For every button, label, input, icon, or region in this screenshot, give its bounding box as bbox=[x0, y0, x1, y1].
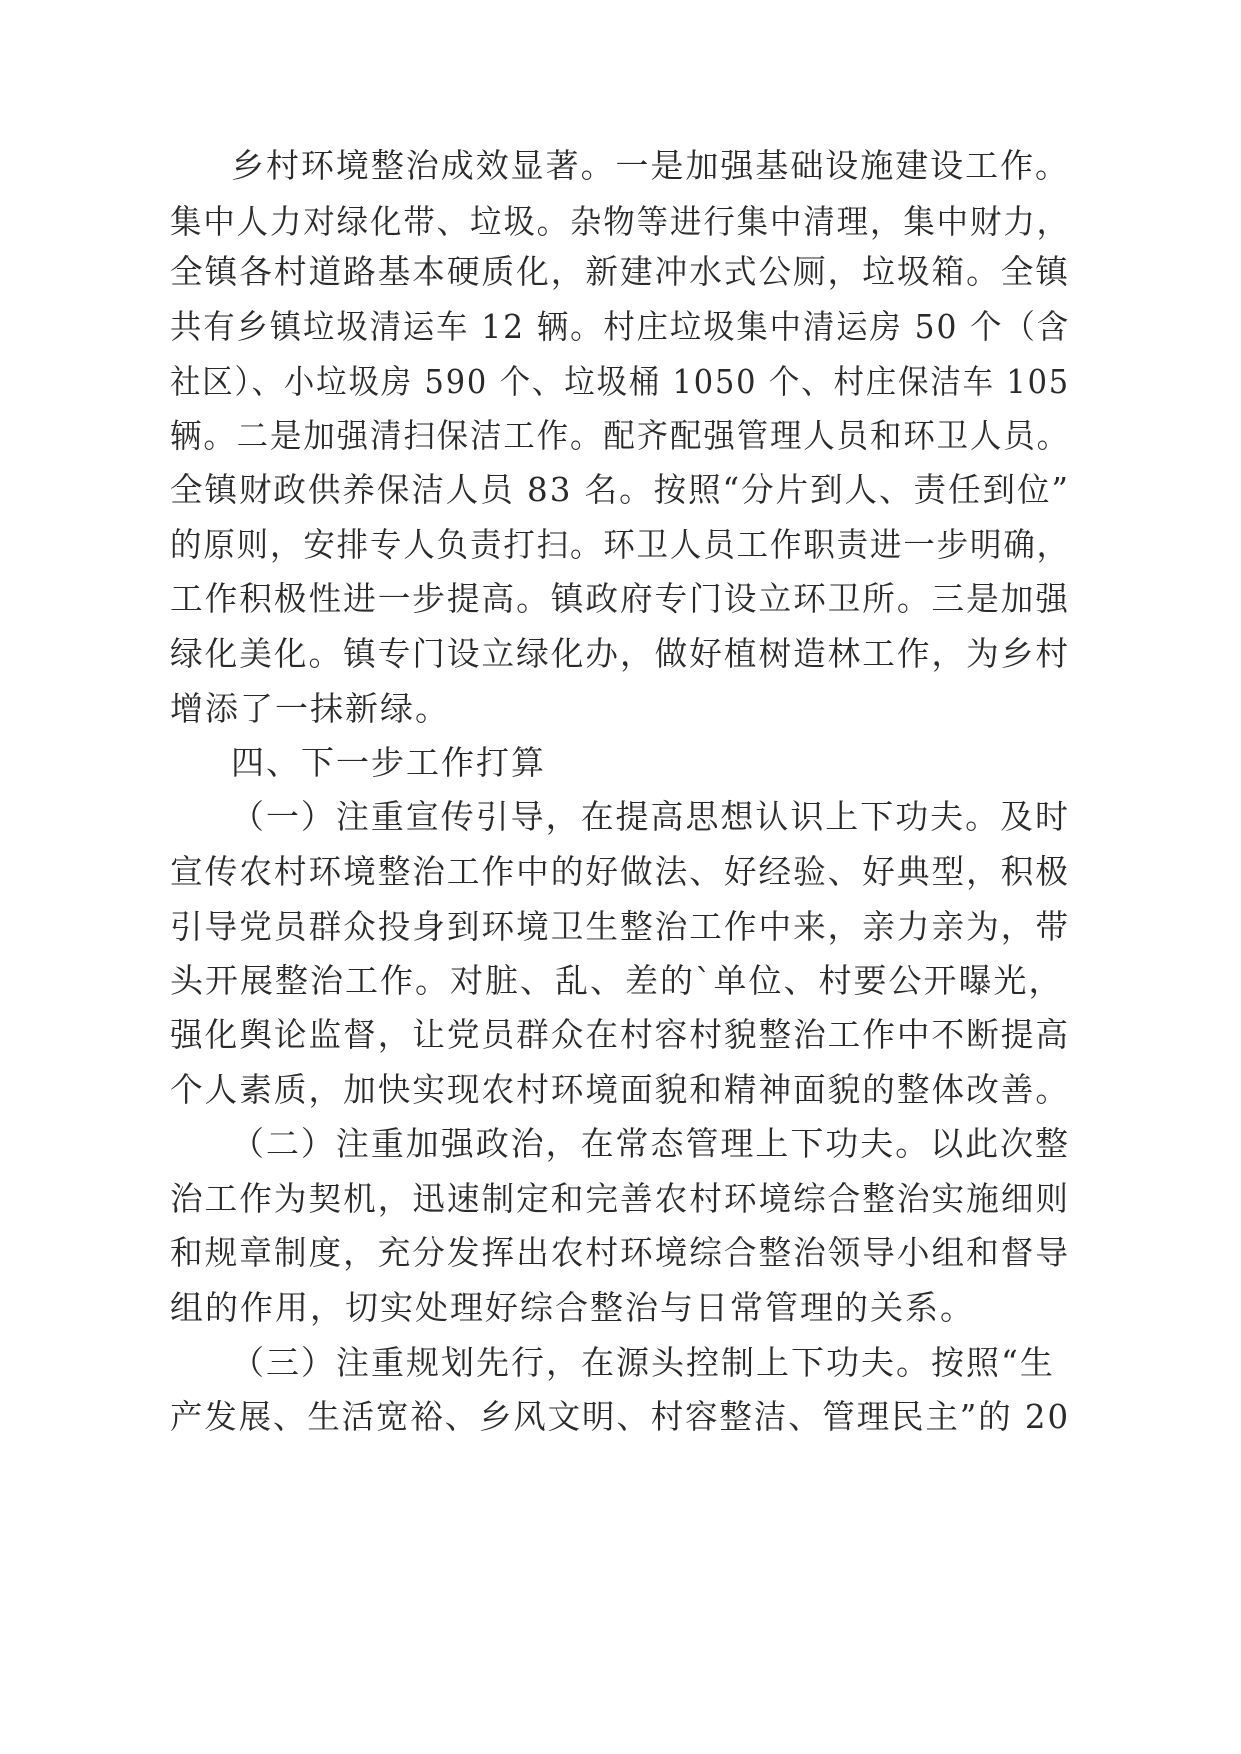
text-line bbox=[0, 1278, 1241, 1338]
section-heading bbox=[0, 733, 1241, 793]
text-line bbox=[0, 569, 1241, 629]
text-line-content: 增添了一抹新绿。 bbox=[170, 689, 450, 728]
text-line-content: 强化舆论监督，让党员群众在村容村貌整治工作中不断提高 bbox=[170, 1015, 1070, 1054]
text-line-content: （三）注重规划先行，在源头控制上下功夫。按照“生 bbox=[231, 1343, 1055, 1382]
text-line-content: 四、下一步工作打算 bbox=[231, 743, 546, 782]
text-line bbox=[0, 242, 1241, 302]
text-line bbox=[0, 1114, 1241, 1174]
text-line bbox=[0, 842, 1241, 902]
text-line bbox=[0, 1169, 1241, 1229]
text-line-content: 全镇财政供养保洁人员 83 名。按照“分片到人、责任到位” bbox=[170, 470, 1071, 509]
text-line bbox=[0, 406, 1241, 466]
text-line bbox=[0, 787, 1241, 847]
text-line-content: 乡村环境整治成效显著。一是加强基础设施建设工作。 bbox=[231, 146, 1070, 185]
text-line-content: 绿化美化。镇专门设立绿化办，做好植树造林工作，为乡村 bbox=[170, 634, 1070, 673]
text-line-content: 工作积极性进一步提高。镇政府专门设立环卫所。三是加强 bbox=[170, 579, 1070, 618]
text-line-content: 的原则，安排专人负责打扫。环卫人员工作职责进一步明确， bbox=[170, 525, 1071, 564]
text-line bbox=[0, 951, 1241, 1011]
text-line-content: 产发展、生活宽裕、乡风文明、村容整洁、管理民主”的 20 bbox=[170, 1397, 1071, 1436]
text-line-content: 辆。二是加强清扫保洁工作。配齐配强管理人员和环卫人员。 bbox=[170, 416, 1071, 455]
text-line-content: 头开展整治工作。对脏、乱、差的`单位、村要公开曝光， bbox=[170, 961, 1064, 1000]
text-line-content: （二）注重加强政治，在常态管理上下功夫。以此次整 bbox=[231, 1124, 1070, 1163]
text-line bbox=[0, 297, 1241, 357]
text-line-content: 个人素质，加快实现农村环境面貌和精神面貌的整体改善。 bbox=[170, 1070, 1070, 1109]
text-line-content: 宣传农村环境整治工作中的好做法、好经验、好典型，积极 bbox=[170, 852, 1070, 891]
text-line bbox=[0, 515, 1241, 575]
text-line-content: 全镇各村道路基本硬质化，新建冲水式公厕，垃圾箱。全镇 bbox=[170, 252, 1070, 291]
text-line bbox=[0, 624, 1241, 684]
text-line bbox=[0, 460, 1241, 520]
text-line-content: 治工作为契机，迅速制定和完善农村环境综合整治实施细则 bbox=[170, 1179, 1070, 1218]
text-line-content: 组的作用，切实处理好综合整治与日常管理的关系。 bbox=[170, 1288, 975, 1327]
text-line bbox=[0, 679, 1241, 739]
text-line bbox=[0, 1387, 1241, 1447]
text-line bbox=[0, 1333, 1241, 1393]
text-line bbox=[0, 1005, 1241, 1065]
text-line-content: 社区）、小垃圾房 590 个、垃圾桶 1050 个、村庄保洁车 105 bbox=[170, 362, 1070, 401]
text-line bbox=[0, 352, 1241, 412]
text-line-content: （一）注重宣传引导，在提高思想认识上下功夫。及时 bbox=[231, 797, 1070, 836]
text-line bbox=[0, 1060, 1241, 1120]
text-line-content: 引导党员群众投身到环境卫生整治工作中来，亲力亲为，带 bbox=[170, 907, 1070, 946]
text-line bbox=[0, 897, 1241, 957]
text-line bbox=[0, 136, 1241, 196]
text-line-content: 共有乡镇垃圾清运车 12 辆。村庄垃圾集中清运房 50 个（含 bbox=[170, 307, 1070, 346]
text-line-content: 集中人力对绿化带、垃圾。杂物等进行集中清理，集中财力， bbox=[170, 202, 1071, 241]
text-line-content: 和规章制度，充分发挥出农村环境综合整治领导小组和督导 bbox=[170, 1233, 1070, 1272]
text-line bbox=[0, 1223, 1241, 1283]
